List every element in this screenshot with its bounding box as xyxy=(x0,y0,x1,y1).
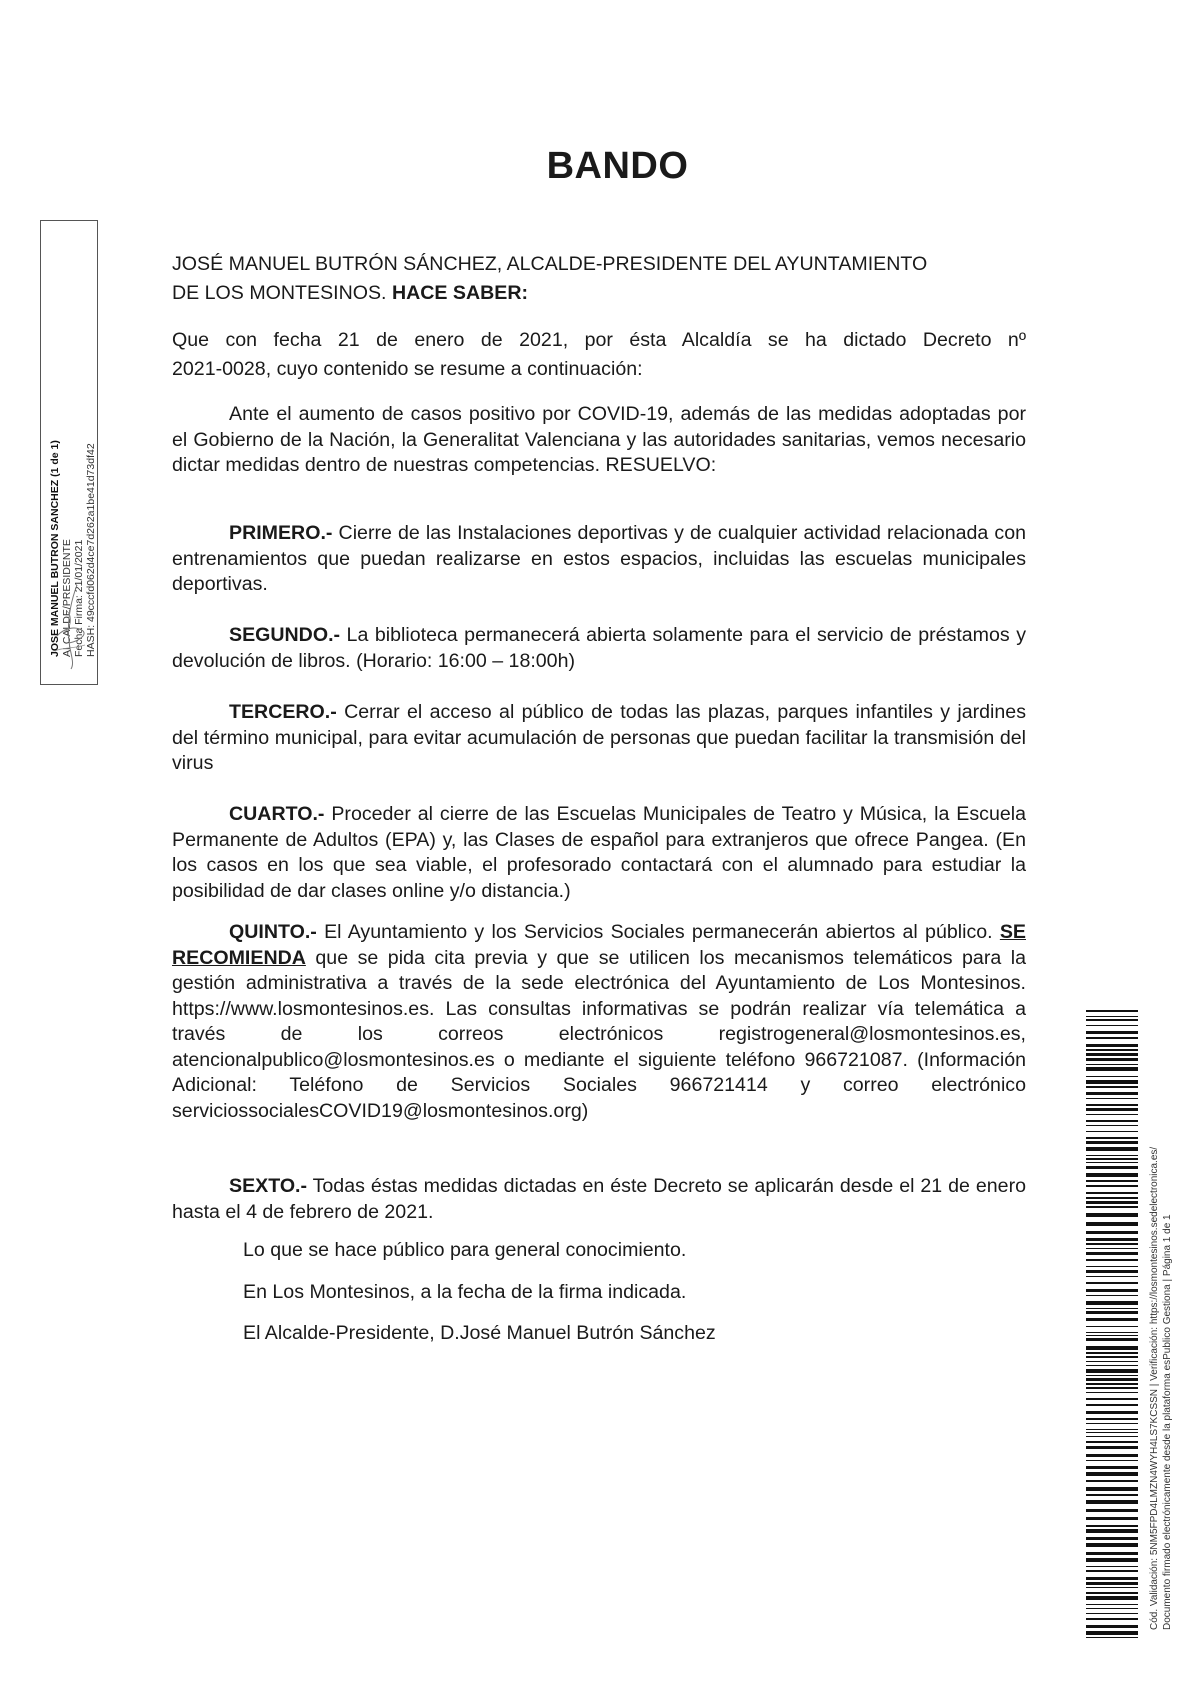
barcode-bar xyxy=(1086,1432,1138,1433)
barcode-bar xyxy=(1086,1131,1138,1132)
barcode-bar xyxy=(1086,1243,1138,1245)
barcode-bar xyxy=(1086,1104,1138,1106)
article-text: Proceder al cierre de las Escuelas Municipales de Teatro y Música, la Escuela Permanente de Adultos (EPA) y, las Clases de español para extranjeros que ofrece Pangea. (En los casos en los que sea viable, el profesorado contactará con el alumnado para estudiar la posibilidad de dar clases online y/o distancia.) xyxy=(172,803,1026,902)
barcode-bar xyxy=(1086,1411,1138,1414)
barcode-bar xyxy=(1086,1338,1138,1341)
barcode-bar xyxy=(1086,1454,1138,1457)
barcode-bar xyxy=(1086,1500,1138,1504)
article-text: Todas éstas medidas dictadas en éste Decreto se aplicarán desde el 21 de enero hasta el 4 de febrero de 2021. xyxy=(172,1175,1026,1223)
barcode-bar xyxy=(1086,1289,1138,1292)
barcode-bar xyxy=(1086,1158,1138,1160)
barcode-bar xyxy=(1086,1582,1138,1585)
barcode-bar xyxy=(1086,1016,1138,1017)
barcode-bar xyxy=(1086,1238,1138,1241)
handwritten-signature xyxy=(49,581,91,671)
barcode-bar xyxy=(1086,1114,1138,1115)
barcode-bar xyxy=(1086,1086,1138,1088)
verification-text xyxy=(1148,1030,1180,1630)
barcode-bar xyxy=(1086,1365,1138,1366)
barcode-bar xyxy=(1086,1098,1138,1099)
barcode-bar xyxy=(1086,1058,1138,1061)
barcode-bar xyxy=(1086,1618,1138,1620)
barcode-bar xyxy=(1086,1418,1138,1420)
barcode-bar xyxy=(1086,1282,1138,1284)
barcode-bar xyxy=(1086,1596,1138,1600)
stamp-role: ALCALDE/PRESIDENTE xyxy=(61,539,73,657)
barcode-bar xyxy=(1086,1147,1138,1151)
barcode-bar xyxy=(1086,1326,1138,1327)
article-primero xyxy=(172,521,1026,598)
barcode-bar xyxy=(1086,1441,1138,1443)
intro-line-2: DE LOS MONTESINOS. HACE SABER: xyxy=(172,281,529,304)
closing-line-2: En Los Montesinos, a la fecha de la firma indicada. xyxy=(243,1280,687,1303)
article-text-b: que se pida cita previa y que se utilicen los mecanismos telemáticos para la gestión administrativa a través de la sede electrónica del Ayuntamiento de Los Montesinos. https://www.losmontesinos.es. Las consultas informativas se podrán realizar vía telemática a través de los correos electrónicos registrogeneral@losmontesinos.es, atencionalpublico@losmontesinos.es o mediante el siguiente teléfono 966721087. (Información Adicional: Teléfono de Servicios Sociales 966721414 y correo electrónico serviciossocialesCOVID19@losmontesinos.org) xyxy=(172,946,1026,1122)
barcode-bar xyxy=(1086,1517,1138,1520)
barcode-bar xyxy=(1086,1155,1138,1156)
barcode-bar xyxy=(1086,1318,1138,1321)
barcode-bar xyxy=(1086,1429,1138,1430)
hace-saber: HACE SABER: xyxy=(391,281,529,304)
barcode-bar xyxy=(1086,1049,1138,1051)
barcode-bar xyxy=(1086,1162,1138,1163)
barcode-bar xyxy=(1086,1064,1138,1065)
closing-block xyxy=(172,1238,1026,1347)
barcode-bar xyxy=(1086,1604,1138,1605)
barcode-bar xyxy=(1086,1080,1138,1084)
barcode-bar xyxy=(1086,1637,1138,1638)
barcode-bar xyxy=(1086,1259,1138,1261)
barcode-bar xyxy=(1086,1552,1138,1555)
decree-line-2: 2021-0028, cuyo contenido se resume a continuación: xyxy=(172,357,643,380)
article-label: CUARTO.- xyxy=(229,803,325,825)
stamp-hash: HASH: 49cccfd062d4ce7d262a1be41d73df42 xyxy=(85,443,97,657)
barcode-bar xyxy=(1086,1076,1138,1077)
barcode-bar xyxy=(1086,1276,1138,1277)
barcode-bar xyxy=(1086,1378,1138,1381)
barcode-bar xyxy=(1086,1577,1138,1580)
barcode-bar xyxy=(1086,1436,1138,1437)
barcode-bar xyxy=(1086,1180,1138,1182)
barcode-bar xyxy=(1086,1369,1138,1373)
barcode-bar xyxy=(1086,1301,1138,1305)
barcode-bar xyxy=(1086,1025,1138,1026)
barcode-bar xyxy=(1086,1108,1138,1111)
article-text: Cierre de las Instalaciones deportivas y de cualquier actividad relacionada con entrenamientos que puedan realizarse en estos espacios, incluidas las escuelas municipales deportivas. xyxy=(172,522,1026,595)
barcode-bar xyxy=(1086,1295,1138,1296)
barcode-bar xyxy=(1086,1311,1138,1314)
barcode-bar xyxy=(1086,1031,1138,1034)
article-sexto xyxy=(172,1174,1026,1225)
intro-block xyxy=(172,252,1026,306)
barcode-bar xyxy=(1086,1346,1138,1350)
decree-paragraph xyxy=(172,328,1026,382)
article-text: Cerrar el acceso al público de todas las plazas, parques infantiles y jardines del término municipal, para evitar acumulación de personas que puedan facilitar la transmisión del virus xyxy=(172,701,1026,774)
barcode-bar xyxy=(1086,1192,1138,1194)
decree-line-1: Que con fecha 21 de enero de 2021, por ésta Alcaldía se ha dictado Decreto nº xyxy=(172,329,1026,351)
barcode-bar xyxy=(1086,1044,1138,1047)
barcode-bar xyxy=(1086,1494,1138,1496)
barcode-bar xyxy=(1086,1335,1138,1336)
barcode-bar xyxy=(1086,1480,1138,1482)
barcode-bar xyxy=(1086,1308,1138,1309)
barcode-bar xyxy=(1086,1608,1138,1609)
barcode-bar xyxy=(1086,1472,1138,1476)
barcode-bar xyxy=(1086,1487,1138,1491)
barcode-bar xyxy=(1086,1446,1138,1449)
barcode-bar xyxy=(1086,1361,1138,1362)
barcode-bar xyxy=(1086,1231,1138,1234)
validation-barcode xyxy=(1086,1010,1138,1638)
barcode-bar xyxy=(1086,1566,1138,1567)
barcode-bar xyxy=(1086,1019,1138,1021)
verification-line-1: Cód. Validación: 5NM5FPD4LMZN4WYH4LS7KCSSN | Verificación: https://losmontesinos.sedelectronica.es/ xyxy=(1149,1146,1160,1630)
barcode-bar xyxy=(1086,1222,1138,1226)
preamble-paragraph xyxy=(172,402,1026,479)
barcode-bar xyxy=(1086,1270,1138,1273)
article-segundo xyxy=(172,623,1026,674)
barcode-bar xyxy=(1086,1197,1138,1199)
intro-line-1: JOSÉ MANUEL BUTRÓN SÁNCHEZ, ALCALDE-PRESIDENTE DEL AYUNTAMIENTO xyxy=(172,253,928,275)
barcode-bar xyxy=(1086,1383,1138,1385)
article-label: TERCERO.- xyxy=(229,701,337,723)
closing-line-3: El Alcalde-Presidente, D.José Manuel Butrón Sánchez xyxy=(243,1322,716,1344)
barcode-bar xyxy=(1086,1398,1138,1400)
article-label: SEGUNDO.- xyxy=(229,624,341,646)
barcode-bar xyxy=(1086,1392,1138,1393)
article-text-a: El Ayuntamiento y los Servicios Sociales permanecerán abiertos al público. xyxy=(316,921,1000,943)
stamp-date: Fecha Firma: 21/01/2021 xyxy=(73,539,85,657)
article-tercero xyxy=(172,700,1026,777)
barcode-bar xyxy=(1086,1137,1138,1139)
stamp-signer: JOSE MANUEL BUTRON SANCHEZ (1 de 1) xyxy=(49,440,61,657)
barcode-bar xyxy=(1086,1537,1138,1540)
barcode-bar xyxy=(1086,1053,1138,1056)
closing-line-1: Lo que se hace público para general conocimiento. xyxy=(243,1239,687,1261)
preamble-text: Ante el aumento de casos positivo por COVID-19, además de las medidas adoptadas por el Gobierno de la Nación, la Generalitat Valenciana y las autoridades sanitarias, vemos necesario dictar medidas dentro de nuestras competencias. RESUELVO: xyxy=(172,403,1026,476)
barcode-bar xyxy=(1086,1185,1138,1187)
barcode-bar xyxy=(1086,1252,1138,1255)
barcode-bar xyxy=(1086,1466,1138,1469)
barcode-bar xyxy=(1086,1248,1138,1249)
barcode-bar xyxy=(1086,1529,1138,1533)
barcode-bar xyxy=(1086,1201,1138,1204)
barcode-bar xyxy=(1086,1613,1138,1614)
barcode-bar xyxy=(1086,1266,1138,1267)
barcode-bar xyxy=(1086,1141,1138,1144)
barcode-bar xyxy=(1086,1125,1138,1126)
barcode-bar xyxy=(1086,1387,1138,1389)
article-label: PRIMERO.- xyxy=(229,522,333,544)
barcode-bar xyxy=(1086,1625,1138,1628)
article-label: SEXTO.- xyxy=(229,1175,308,1197)
barcode-bar xyxy=(1086,1166,1138,1169)
barcode-bar xyxy=(1086,1404,1138,1406)
article-text: La biblioteca permanecerá abierta solamente para el servicio de préstamos y devolución de libros. (Horario: 16:00 – 18:00h) xyxy=(172,624,1026,672)
barcode-bar xyxy=(1086,1037,1138,1039)
barcode-bar xyxy=(1086,1213,1138,1217)
barcode-bar xyxy=(1086,1460,1138,1461)
barcode-bar xyxy=(1086,1092,1138,1095)
barcode-bar xyxy=(1086,1120,1138,1122)
barcode-bar xyxy=(1086,1587,1138,1588)
barcode-bar xyxy=(1086,1631,1138,1635)
barcode-bar xyxy=(1086,1332,1138,1333)
barcode-bar xyxy=(1086,1543,1138,1547)
barcode-bar xyxy=(1086,1206,1138,1208)
barcode-bar xyxy=(1086,1525,1138,1527)
article-quinto xyxy=(172,920,1026,1124)
barcode-bar xyxy=(1086,1558,1138,1562)
barcode-bar xyxy=(1086,1352,1138,1354)
barcode-bar xyxy=(1086,1173,1138,1177)
barcode-bar xyxy=(1086,1067,1138,1071)
signature-stamp xyxy=(40,220,98,685)
article-label: QUINTO.- xyxy=(229,921,317,943)
barcode-bar xyxy=(1086,1375,1138,1376)
barcode-bar xyxy=(1086,1356,1138,1358)
barcode-bar xyxy=(1086,1592,1138,1594)
barcode-bar xyxy=(1086,1010,1138,1012)
verification-line-2: Documento firmado electrónicamente desde la plataforma esPublico Gestiona | Página 1 de 1 xyxy=(1162,1214,1173,1630)
barcode-bar xyxy=(1086,1509,1138,1512)
se-recomienda-emphasis: SE RECOMIENDA xyxy=(172,921,1026,969)
document-title: BANDO xyxy=(546,145,689,187)
article-cuarto xyxy=(172,802,1026,904)
barcode-bar xyxy=(1086,1423,1138,1424)
barcode-bar xyxy=(1086,1570,1138,1572)
